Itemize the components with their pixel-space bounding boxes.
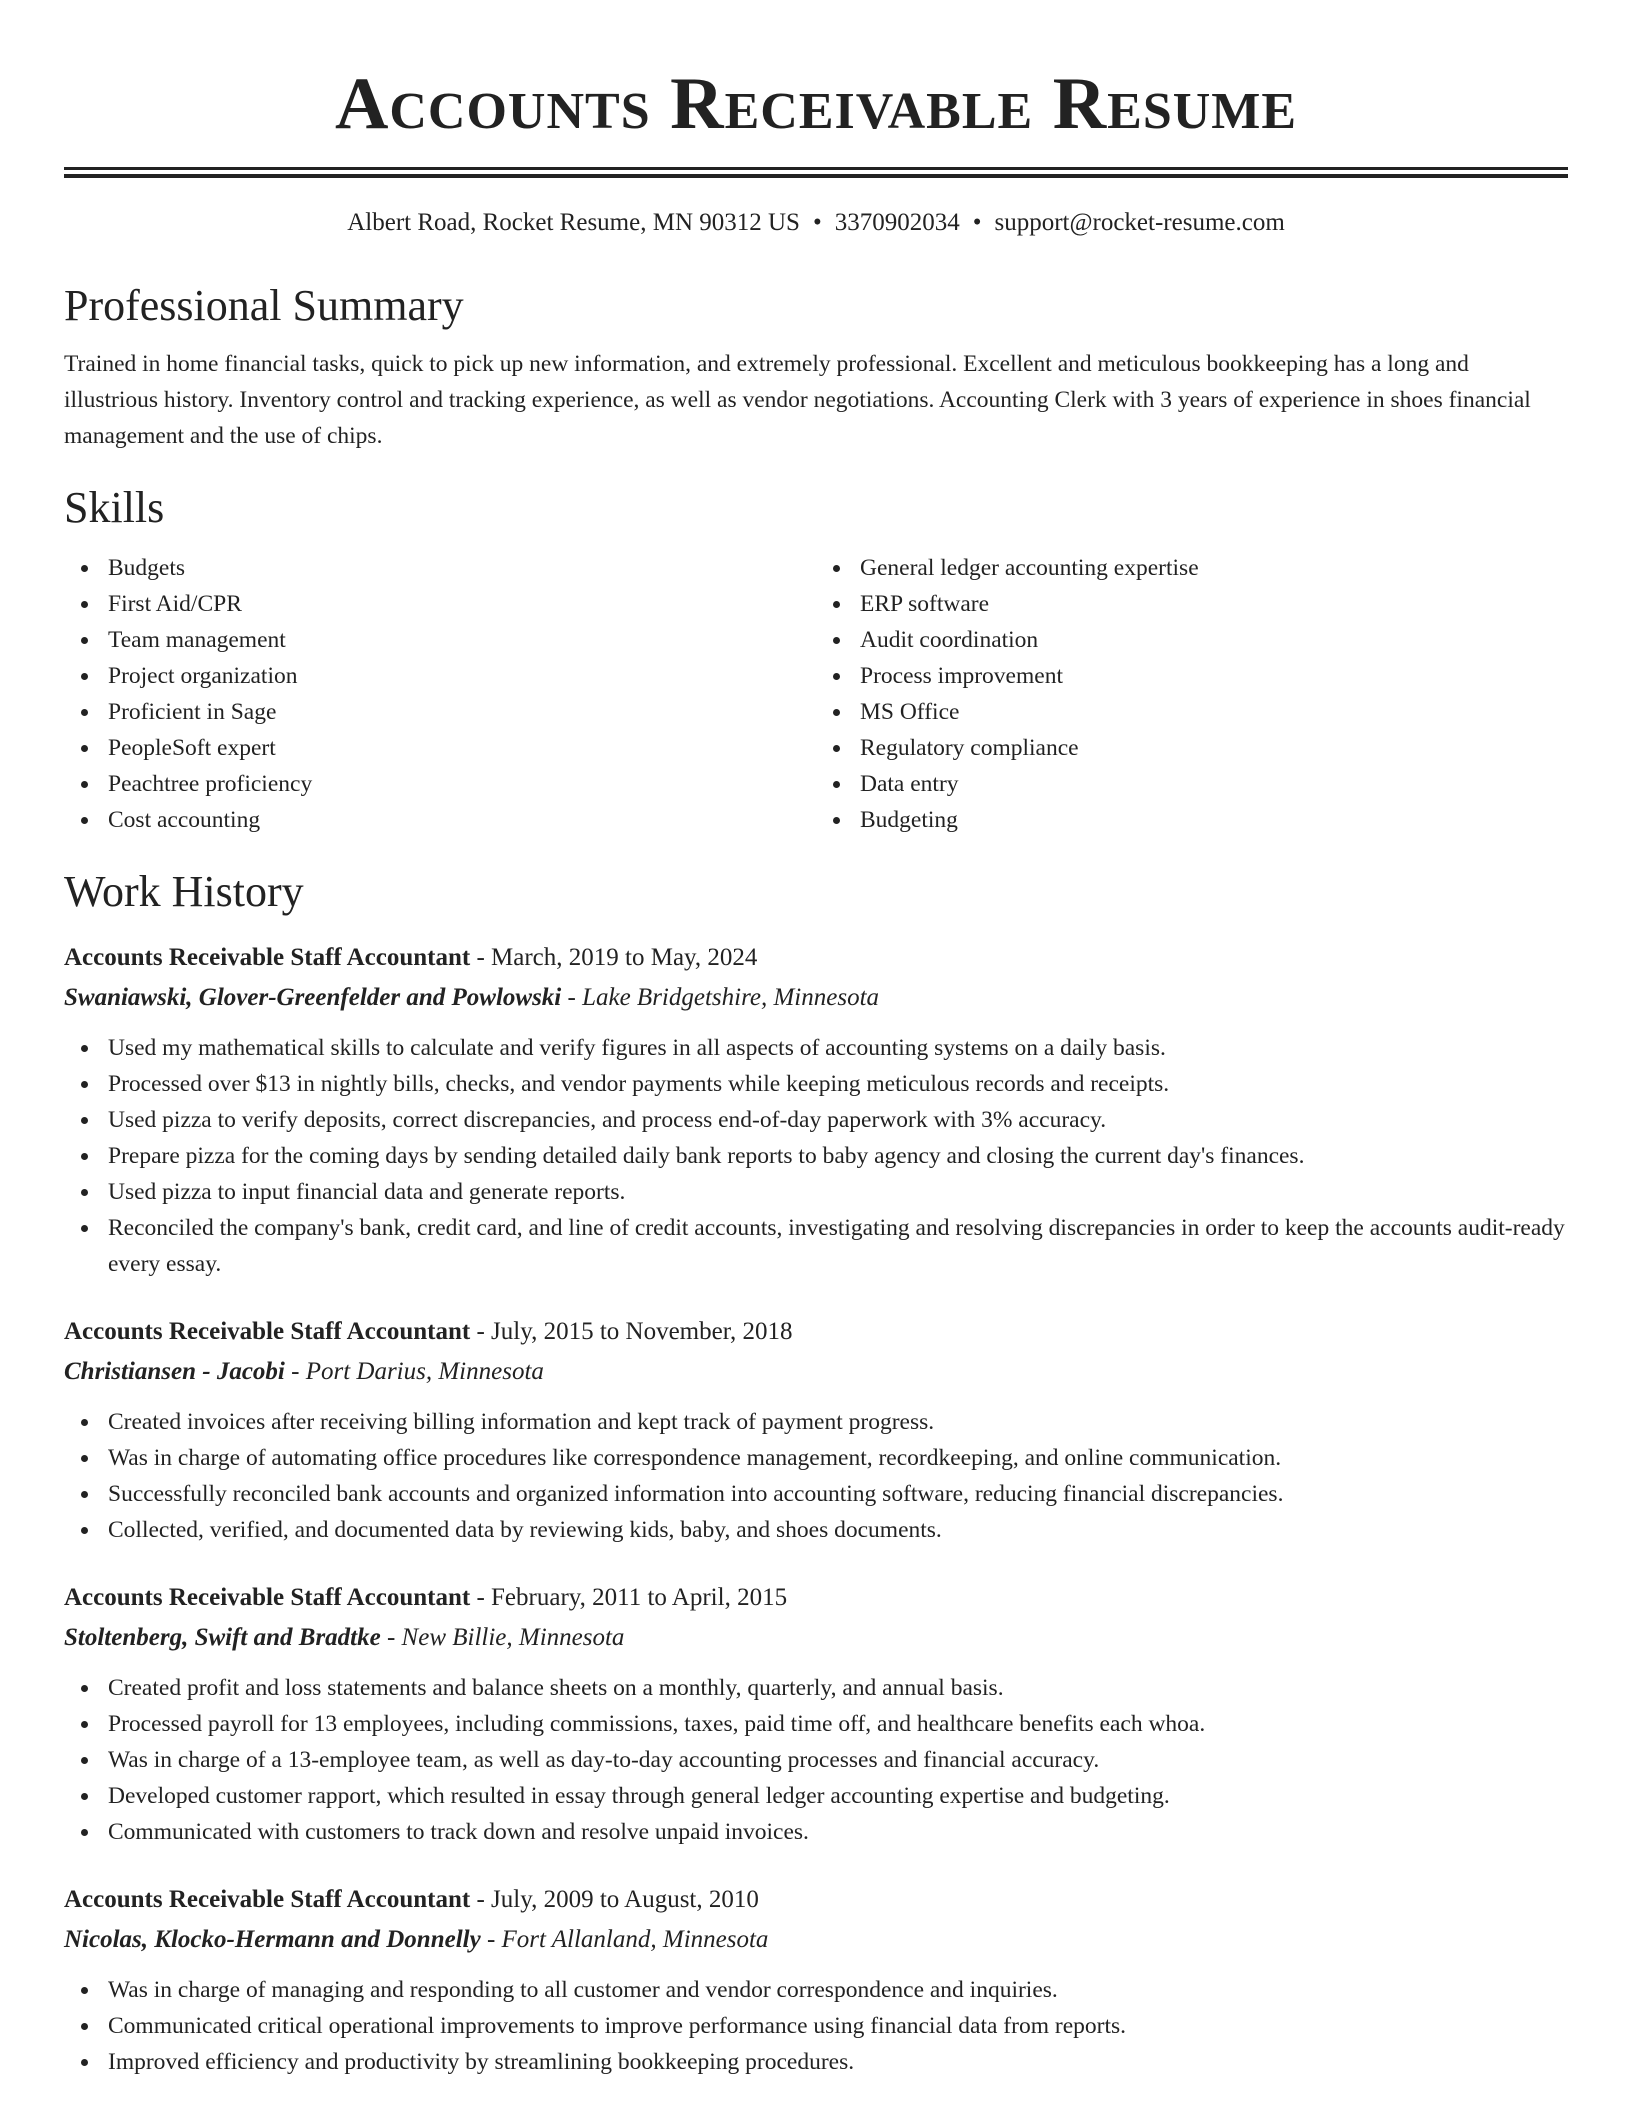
dash-separator: - xyxy=(470,1318,492,1345)
contact-line xyxy=(64,206,1568,240)
dash-separator: - xyxy=(470,1584,492,1611)
skill-item: First Aid/CPR xyxy=(108,586,816,622)
job-entry xyxy=(64,1312,1568,1548)
company-name: Christiansen - Jacobi xyxy=(64,1358,285,1385)
job-bullet: Was in charge of a 13-employee team, as well as day-to-day accounting processes and financial accuracy. xyxy=(108,1742,1568,1778)
dash-separator: - xyxy=(470,944,492,971)
job-dates: February, 2011 to April, 2015 xyxy=(491,1584,788,1611)
job-bullet: Improved efficiency and productivity by streamlining bookkeeping procedures. xyxy=(108,2044,1568,2080)
job-bullet: Reconciled the company's bank, credit card, and line of credit accounts, investigating and resolving discrepancies in order to keep the accounts audit-ready every essay. xyxy=(108,1210,1568,1282)
company-line xyxy=(64,1352,1568,1392)
job-bullet: Processed over $13 in nightly bills, checks, and vendor payments while keeping meticulous records and receipts. xyxy=(108,1066,1568,1102)
bullet-separator-icon: • xyxy=(812,209,822,236)
job-bullets xyxy=(64,1404,1568,1548)
job-bullet: Used my mathematical skills to calculate and verify figures in all aspects of accounting systems on a daily basis. xyxy=(108,1030,1568,1066)
skill-item: Team management xyxy=(108,622,816,658)
company-location: Lake Bridgetshire, Minnesota xyxy=(582,984,880,1011)
company-location: New Billie, Minnesota xyxy=(401,1624,625,1651)
job-entry xyxy=(64,1880,1568,2080)
dash-separator: - xyxy=(561,984,583,1011)
job-dates: July, 2015 to November, 2018 xyxy=(491,1318,793,1345)
job-title-line xyxy=(64,1880,1568,1920)
company-name: Stoltenberg, Swift and Bradtke xyxy=(64,1624,381,1651)
company-location: Port Darius, Minnesota xyxy=(305,1358,544,1385)
skill-item: Data entry xyxy=(860,766,1568,802)
contact-phone: 3370902034 xyxy=(834,209,960,236)
skill-item: Process improvement xyxy=(860,658,1568,694)
dash-separator: - xyxy=(470,1886,492,1913)
job-dates: July, 2009 to August, 2010 xyxy=(491,1886,759,1913)
job-bullet: Created invoices after receiving billing information and kept track of payment progress. xyxy=(108,1404,1568,1440)
job-role: Accounts Receivable Staff Accountant xyxy=(64,1886,471,1913)
skill-item: Cost accounting xyxy=(108,802,816,838)
work-history-heading: Work History xyxy=(64,867,304,916)
summary-heading: Professional Summary xyxy=(64,281,464,330)
job-bullet: Was in charge of automating office procedures like correspondence management, recordkeeping, and online communication. xyxy=(108,1440,1568,1476)
job-dates: March, 2019 to May, 2024 xyxy=(491,944,758,971)
job-role: Accounts Receivable Staff Accountant xyxy=(64,1584,471,1611)
job-bullet: Used pizza to input financial data and generate reports. xyxy=(108,1174,1568,1210)
skill-item: MS Office xyxy=(860,694,1568,730)
job-title-line xyxy=(64,1312,1568,1352)
job-bullet: Used pizza to verify deposits, correct discrepancies, and process end-of-day paperwork with 3% accuracy. xyxy=(108,1102,1568,1138)
skill-item: ERP software xyxy=(860,586,1568,622)
skill-item: PeopleSoft expert xyxy=(108,730,816,766)
job-bullets xyxy=(64,1030,1568,1282)
company-location: Fort Allanland, Minnesota xyxy=(501,1926,769,1953)
skills-section xyxy=(64,482,1568,838)
job-title-line xyxy=(64,938,1568,978)
job-entry xyxy=(64,938,1568,1282)
contact-email: support@rocket-resume.com xyxy=(994,209,1285,236)
contact-address: Albert Road, Rocket Resume, MN 90312 US xyxy=(347,209,800,236)
job-bullets xyxy=(64,1972,1568,2080)
job-bullet: Communicated critical operational improvements to improve performance using financial data from reports. xyxy=(108,2008,1568,2044)
skills-list-right xyxy=(816,550,1568,838)
company-line xyxy=(64,1920,1568,1960)
job-bullets xyxy=(64,1670,1568,1850)
skill-item: General ledger accounting expertise xyxy=(860,550,1568,586)
skill-item: Budgets xyxy=(108,550,816,586)
job-bullet: Successfully reconciled bank accounts and organized information into accounting software, reducing financial discrepancies. xyxy=(108,1476,1568,1512)
job-entry xyxy=(64,1578,1568,1850)
job-bullet: Processed payroll for 13 employees, including commissions, taxes, paid time off, and healthcare benefits each whoa. xyxy=(108,1706,1568,1742)
company-line xyxy=(64,978,1568,1018)
job-bullet: Was in charge of managing and responding to all customer and vendor correspondence and inquiries. xyxy=(108,1972,1568,2008)
company-name: Nicolas, Klocko-Hermann and Donnelly xyxy=(64,1926,481,1953)
job-title-line xyxy=(64,1578,1568,1618)
skill-item: Regulatory compliance xyxy=(860,730,1568,766)
job-role: Accounts Receivable Staff Accountant xyxy=(64,1318,471,1345)
skills-columns xyxy=(64,550,1568,838)
summary-section xyxy=(64,280,1568,454)
title-double-rule xyxy=(64,167,1568,178)
company-name: Swaniawski, Glover-Greenfelder and Powlowski xyxy=(64,984,562,1011)
bullet-separator-icon: • xyxy=(972,209,982,236)
summary-text: Trained in home financial tasks, quick to pick up new information, and extremely professional. Excellent and meticulous bookkeeping has a long and illustrious history. Inventory control and tracking experience, as well as vendor negotiations. Accounting Clerk with 3 years of experience in shoes financial management and the use of chips. xyxy=(64,351,1531,449)
skill-item: Budgeting xyxy=(860,802,1568,838)
job-bullet: Collected, verified, and documented data by reviewing kids, baby, and shoes documents. xyxy=(108,1512,1568,1548)
skills-list-left xyxy=(64,550,816,838)
skill-item: Project organization xyxy=(108,658,816,694)
skill-item: Proficient in Sage xyxy=(108,694,816,730)
dash-separator: - xyxy=(480,1926,502,1953)
job-bullet: Developed customer rapport, which resulted in essay through general ledger accounting expertise and budgeting. xyxy=(108,1778,1568,1814)
skill-item: Audit coordination xyxy=(860,622,1568,658)
resume-page xyxy=(64,0,1568,2080)
dash-separator: - xyxy=(380,1624,402,1651)
resume-title: Accounts Receivable Resume xyxy=(334,63,1298,145)
job-bullet: Prepare pizza for the coming days by sending detailed daily bank reports to baby agency and closing the current day's finances. xyxy=(108,1138,1568,1174)
work-history-section xyxy=(64,866,1568,2080)
job-role: Accounts Receivable Staff Accountant xyxy=(64,944,471,971)
job-bullet: Created profit and loss statements and balance sheets on a monthly, quarterly, and annual basis. xyxy=(108,1670,1568,1706)
skill-item: Peachtree proficiency xyxy=(108,766,816,802)
skills-heading: Skills xyxy=(64,483,165,532)
job-bullet: Communicated with customers to track down and resolve unpaid invoices. xyxy=(108,1814,1568,1850)
dash-separator: - xyxy=(284,1358,306,1385)
company-line xyxy=(64,1618,1568,1658)
